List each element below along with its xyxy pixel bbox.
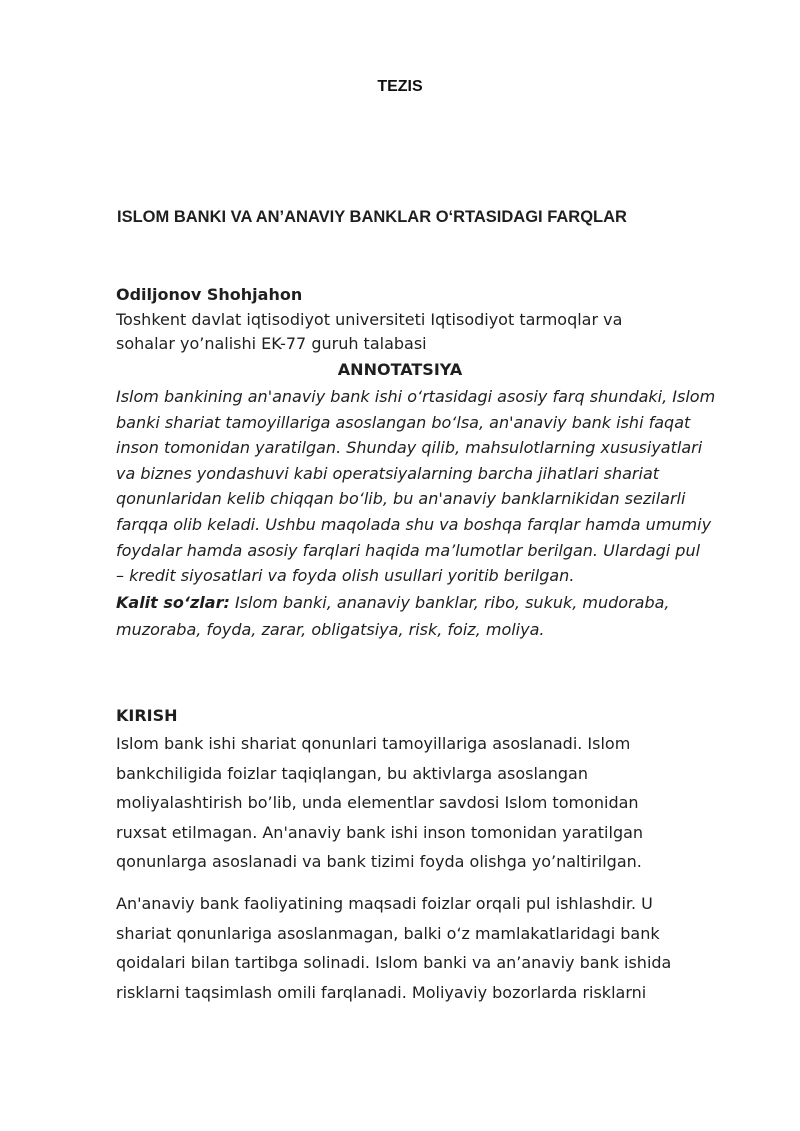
annotation-heading: ANNOTATSIYA (337, 360, 463, 379)
paragraph-line: shariat qonunlariga asoslanmagan, balki o‘z mamlakatlaridagi bank (116, 923, 660, 943)
author-block (116, 283, 736, 357)
intro-heading: KIRISH (116, 706, 178, 725)
paragraph-line: bankchiligida foizlar taqiqlangan, bu aktivlarga asoslangan (116, 763, 588, 783)
abstract-line: va biznes yondashuvi kabi operatsiyalarning barcha jihatlari shariat (116, 463, 660, 483)
keywords-label: Kalit so‘zlar: (116, 593, 230, 612)
abstract-line: – kredit siyosatlari va foyda olish usullari yoritib berilgan. (116, 566, 575, 586)
paragraph-line: qoidalari bilan tartibga solinadi. Islom banki va an’anaviy bank ishida (116, 953, 672, 972)
keywords (116, 589, 756, 643)
abstract-line: qonunlaridan kelib chiqqan bo‘lib, bu an'anaviy banklarnikidan sezilarli (116, 489, 686, 509)
paragraph-line: risklarni taqsimlash omili farqlanadi. Moliyaviy bozorlarda risklarni (116, 982, 647, 1002)
author-name: Odiljonov Shohjahon (116, 285, 303, 304)
paragraph-line: ruxsat etilmagan. An'anaviy bank ishi inson tomonidan yaratilgan (116, 822, 644, 842)
intro-paragraph (116, 889, 756, 1007)
paragraph-line: moliyalashtirish bo’lib, unda elementlar savdosi Islom tomonidan (116, 793, 639, 812)
author-affiliation-line: Toshkent davlat iqtisodiyot universiteti Iqtisodiyot tarmoqlar va (116, 309, 623, 329)
paragraph-line: An'anaviy bank faoliyatining maqsadi foizlar orqali pul ishlashdir. U (116, 894, 653, 913)
keywords-list: Islom banki, ananaviy banklar, ribo, sukuk, mudoraba, (229, 593, 670, 612)
abstract-line: Islom bankining an'anaviy bank ishi o‘rtasidagi asosiy farq shundaki, Islom (116, 387, 716, 406)
paragraph-line: Islom bank ishi shariat qonunlari tamoyillariga asoslanadi. Islom (116, 734, 631, 753)
keywords-list: muzoraba, foyda, zarar, obligatsiya, risk, foiz, moliya. (116, 620, 545, 639)
abstract-line: foydalar hamda asosiy farqlari haqida ma’lumotlar berilgan. Ulardagi pul (116, 540, 701, 560)
document-title: ISLOM BANKI VA AN’ANAVIY BANKLAR O‘RTASIDAGI FARQLAR (117, 208, 627, 226)
abstract (116, 384, 756, 589)
abstract-line: farqqa olib keladi. Ushbu maqolada shu va boshqa farqlar hamda umumiy (116, 514, 712, 534)
intro-paragraph (116, 729, 756, 877)
abstract-line: banki shariat tamoyillariga asoslangan bo‘lsa, an'anaviy bank ishi faqat (116, 412, 691, 432)
author-affiliation-line: sohalar yo’nalishi EK-77 guruh talabasi (116, 334, 427, 353)
document-header: TEZIS (377, 78, 423, 95)
abstract-line: inson tomonidan yaratilgan. Shunday qilib, mahsulotlarning xususiyatlari (116, 438, 703, 458)
paragraph-line: qonunlarga asoslanadi va bank tizimi foyda olishga yo’naltirilgan. (116, 852, 642, 871)
